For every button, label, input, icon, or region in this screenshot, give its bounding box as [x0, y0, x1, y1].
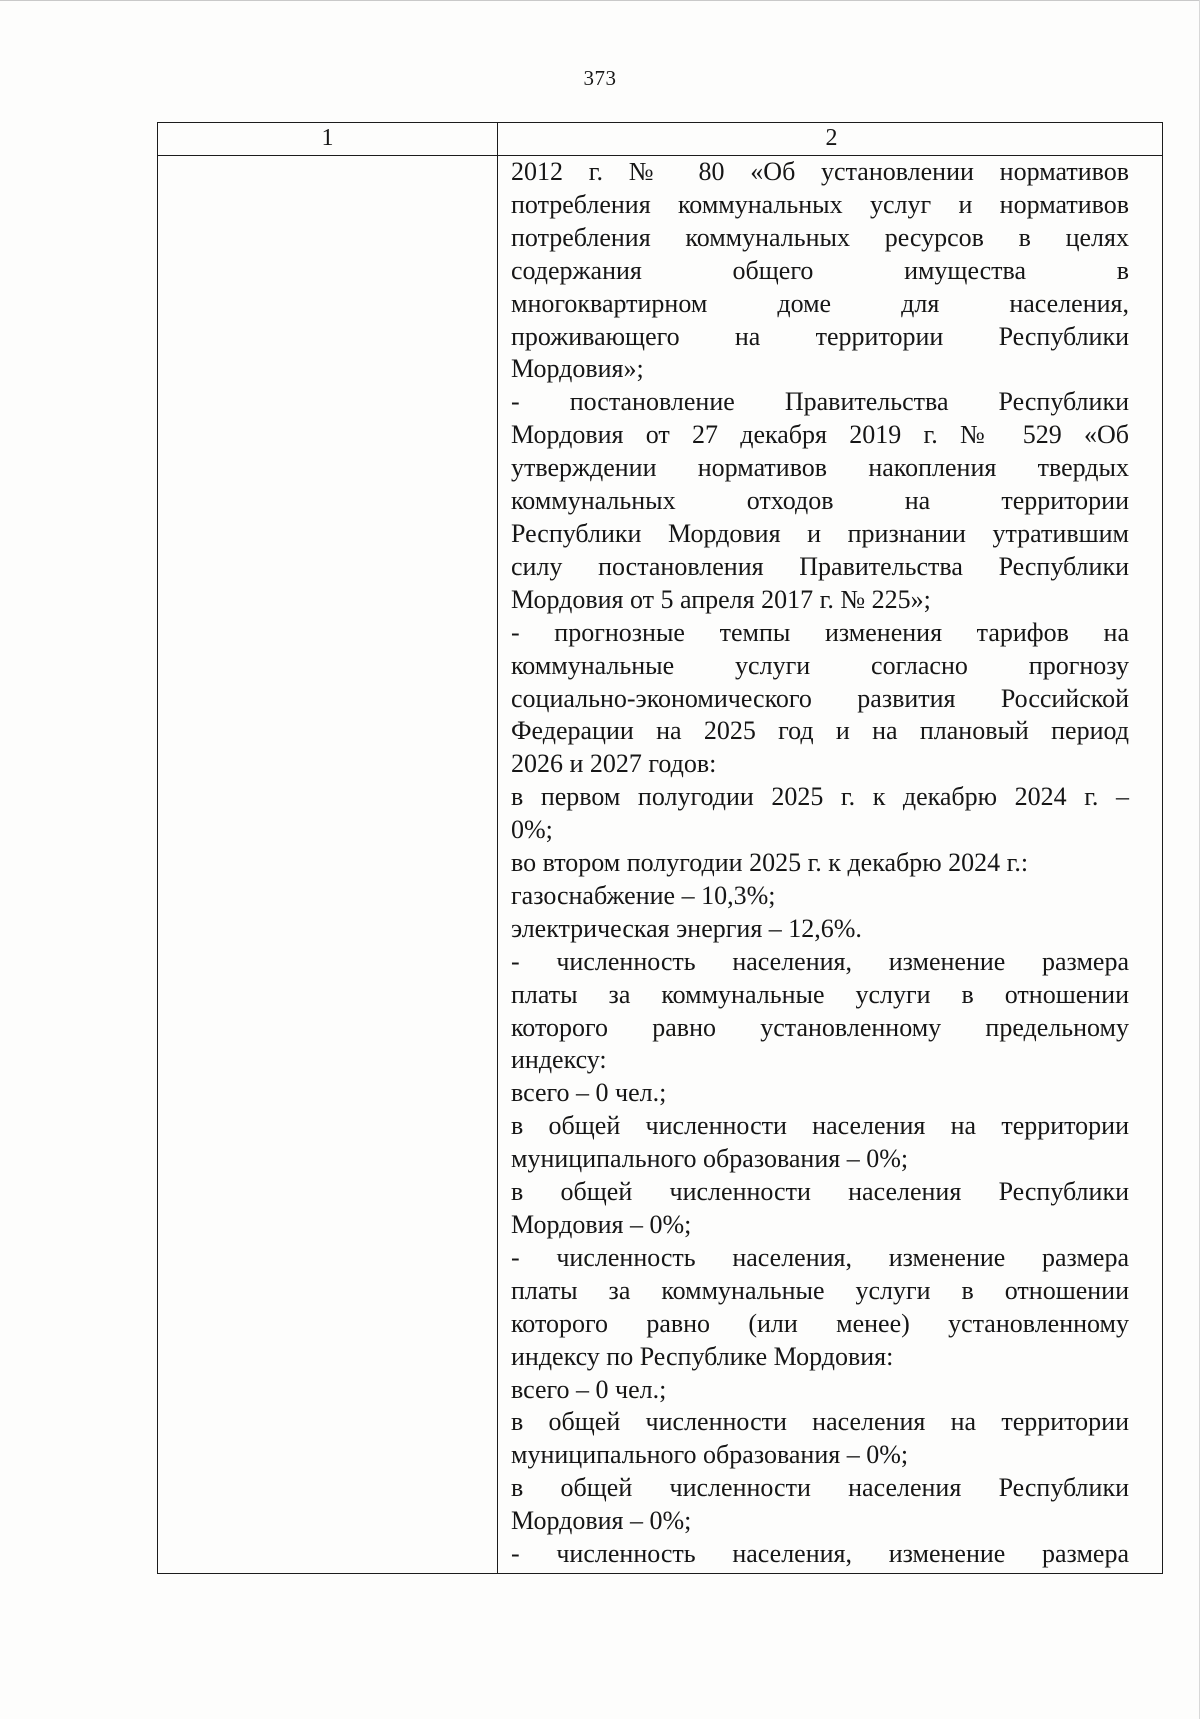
- text-line: - прогнозные темпы изменения тарифов на: [511, 617, 1129, 647]
- text-line: платы за коммунальные услуги в отношении: [511, 1275, 1129, 1305]
- text-line: Мордовия»;: [511, 354, 644, 384]
- text-line: в общей численности населения на территории: [511, 1111, 1129, 1141]
- text-line: Республики Мордовия и признании утратившим: [511, 518, 1129, 548]
- text-line: в общей численности населения Республики: [511, 1473, 1129, 1503]
- text-line: во втором полугодии 2025 г. к декабрю 2024 г.:: [511, 848, 1029, 878]
- table-header-row: [158, 123, 1162, 156]
- column-1-header: 1: [321, 125, 334, 151]
- text-line: платы за коммунальные услуги в отношении: [511, 979, 1129, 1009]
- text-line: газоснабжение – 10,3%;: [511, 880, 776, 910]
- text-line: - численность населения, изменение размера: [511, 1242, 1129, 1272]
- text-line: коммунальные услуги согласно прогнозу: [511, 650, 1129, 680]
- text-line: всего – 0 чел.;: [511, 1078, 667, 1108]
- text-line: 0%;: [511, 815, 553, 845]
- text-line: Мордовия от 5 апреля 2017 г. № 225»;: [511, 584, 931, 614]
- column-2-text-cell: [511, 156, 1129, 1571]
- text-line: - численность населения, изменение размера: [511, 946, 1129, 976]
- text-line: индексу по Республике Мордовия:: [511, 1341, 894, 1371]
- text-line: коммунальных отходов на территории: [511, 486, 1129, 516]
- text-line: муниципального образования – 0%;: [511, 1144, 909, 1174]
- text-line: утверждении нормативов накопления твердых: [511, 453, 1129, 483]
- page-number: 373: [583, 66, 617, 90]
- column-divider: [497, 123, 498, 1573]
- text-line: в первом полугодии 2025 г. к декабрю 2024 г. –: [511, 782, 1129, 812]
- text-line: проживающего на территории Республики: [511, 321, 1129, 351]
- text-line: Мордовия от 27 декабря 2019 г. № 529 «Об: [511, 420, 1129, 450]
- text-line: - постановление Правительства Республики: [511, 387, 1129, 417]
- column-2-header: 2: [825, 125, 838, 151]
- text-line: в общей численности населения на территории: [511, 1407, 1129, 1437]
- text-line: индексу:: [511, 1045, 607, 1075]
- text-line: потребления коммунальных услуг и нормативов: [511, 189, 1129, 219]
- text-line: которого равно (или менее) установленному: [511, 1308, 1129, 1338]
- document-table: [157, 122, 1163, 1574]
- text-line: Мордовия – 0%;: [511, 1506, 692, 1536]
- text-line: содержания общего имущества в: [511, 255, 1129, 285]
- text-line: силу постановления Правительства Республики: [511, 551, 1129, 581]
- scan-edge-top: [0, 0, 1200, 3]
- text-line: муниципального образования – 0%;: [511, 1440, 909, 1470]
- text-line: 2026 и 2027 годов:: [511, 749, 717, 779]
- text-line: в общей численности населения Республики: [511, 1177, 1129, 1207]
- text-line: социально-экономического развития Российской: [511, 683, 1129, 713]
- text-line: многоквартирном доме для населения,: [511, 288, 1129, 318]
- text-line: потребления коммунальных ресурсов в целях: [511, 222, 1129, 252]
- text-line: всего – 0 чел.;: [511, 1374, 667, 1404]
- text-line: Федерации на 2025 год и на плановый период: [511, 716, 1129, 746]
- text-line: 2012 г. № 80 «Об установлении нормативов: [511, 157, 1129, 186]
- text-line: электрическая энергия – 12,6%.: [511, 913, 862, 943]
- text-line: которого равно установленному предельному: [511, 1012, 1129, 1042]
- text-line: - численность населения, изменение размера: [511, 1539, 1129, 1569]
- text-line: Мордовия – 0%;: [511, 1210, 692, 1239]
